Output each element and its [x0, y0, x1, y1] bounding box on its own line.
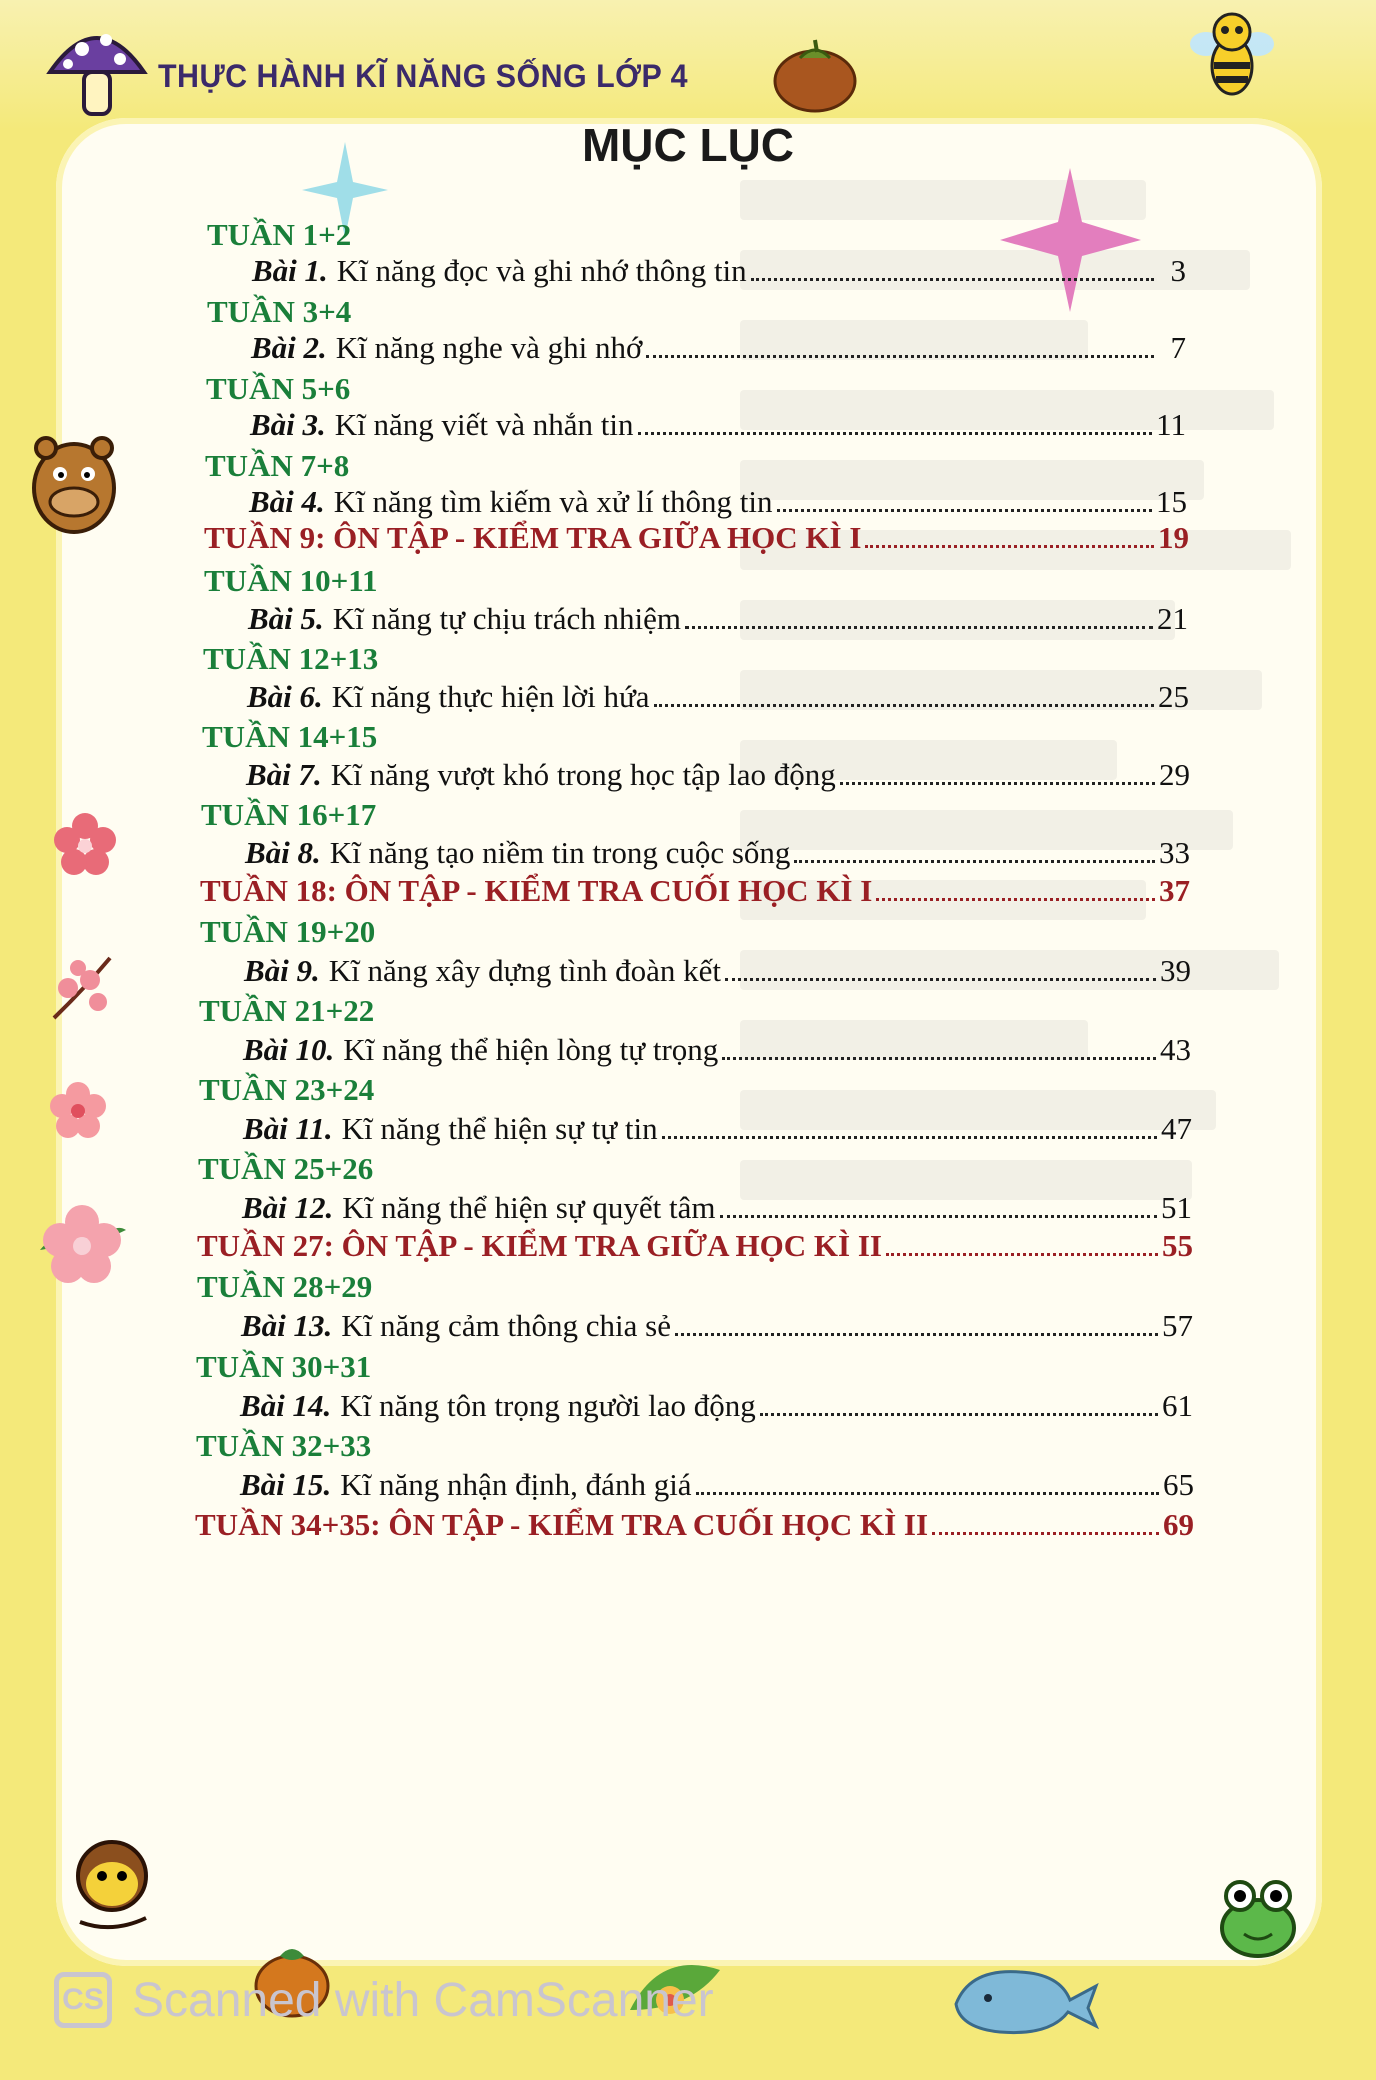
lesson-number: Bài 5.	[248, 601, 324, 636]
week-heading: TUẦN 16+17	[201, 797, 377, 832]
leader-dots	[696, 1492, 1159, 1495]
lesson-number: Bài 2.	[251, 330, 327, 365]
page-number: 11	[1156, 407, 1186, 442]
lesson-title: Kĩ năng viết và nhắn tin	[334, 407, 634, 442]
lesson-title: Kĩ năng thể hiện lòng tự trọng	[343, 1032, 719, 1067]
leader-dots	[675, 1333, 1158, 1336]
review-title: TUẦN 9: ÔN TẬP - KIỂM TRA GIỮA HỌC KÌ I	[204, 520, 862, 555]
lesson-entry	[242, 1190, 1192, 1226]
leader-dots	[886, 1253, 1158, 1256]
week-heading: TUẦN 23+24	[199, 1072, 375, 1107]
lesson-title: Kĩ năng tự chịu trách nhiệm	[332, 601, 682, 636]
lesson-number: Bài 7.	[246, 757, 322, 792]
review-entry	[195, 1507, 1194, 1543]
lesson-entry	[240, 1388, 1193, 1424]
leader-dots	[865, 545, 1154, 548]
week-heading: TUẦN 21+22	[199, 993, 375, 1028]
review-entry	[200, 873, 1190, 909]
leader-dots	[777, 509, 1152, 512]
week-heading: TUẦN 7+8	[205, 448, 350, 483]
page-number: 15	[1156, 484, 1187, 519]
lesson-entry	[250, 407, 1186, 443]
page-number: 43	[1160, 1032, 1191, 1067]
lesson-entry	[247, 679, 1189, 715]
flower-branch-icon	[48, 950, 118, 1022]
page-number: 61	[1162, 1388, 1193, 1423]
page-number: 21	[1157, 601, 1188, 636]
lesson-title: Kĩ năng cảm thông chia sẻ	[341, 1308, 672, 1343]
lesson-number: Bài 4.	[249, 484, 325, 519]
lesson-entry	[251, 330, 1186, 366]
week-heading: TUẦN 3+4	[207, 294, 352, 329]
lesson-title: Kĩ năng thể hiện sự quyết tâm	[342, 1190, 716, 1225]
lesson-entry	[249, 484, 1187, 520]
camscanner-logo-icon: CS	[54, 1972, 112, 2028]
leader-dots	[751, 278, 1154, 281]
week-heading: TUẦN 28+29	[197, 1269, 373, 1304]
lesson-number: Bài 1.	[252, 253, 328, 288]
lesson-number: Bài 15.	[240, 1467, 332, 1502]
leader-dots	[932, 1532, 1159, 1535]
lesson-number: Bài 6.	[247, 679, 323, 714]
review-title: TUẦN 34+35: ÔN TẬP - KIỂM TRA CUỐI HỌC KÌ II	[195, 1507, 929, 1542]
lesson-title: Kĩ năng tìm kiếm và xử lí thông tin	[333, 484, 773, 519]
lesson-title: Kĩ năng tạo niềm tin trong cuộc sống	[329, 835, 791, 870]
lesson-title: Kĩ năng tôn trọng người lao động	[340, 1388, 756, 1423]
scanner-watermark	[54, 1972, 714, 2028]
page-number: 51	[1161, 1190, 1192, 1225]
page-number: 33	[1159, 835, 1190, 870]
lesson-entry	[240, 1467, 1194, 1503]
flower-icon	[48, 1080, 108, 1140]
leader-dots	[876, 898, 1155, 901]
review-entry	[197, 1228, 1193, 1264]
flower-icon	[36, 1200, 128, 1288]
lesson-entry	[241, 1308, 1193, 1344]
page-number: 57	[1162, 1308, 1193, 1343]
leader-dots	[794, 860, 1155, 863]
lesson-entry	[244, 953, 1191, 989]
lesson-number: Bài 9.	[244, 953, 320, 988]
lesson-number: Bài 14.	[240, 1388, 332, 1423]
lesson-entry	[246, 757, 1190, 793]
lesson-title: Kĩ năng nghe và ghi nhớ	[335, 330, 643, 365]
review-title: TUẦN 18: ÔN TẬP - KIỂM TRA CUỐI HỌC KÌ I	[200, 873, 873, 908]
page-number: 65	[1163, 1467, 1194, 1502]
whale-icon	[950, 1960, 1100, 2040]
week-heading: TUẦN 32+33	[196, 1428, 372, 1463]
page-number: 39	[1160, 953, 1191, 988]
leader-dots	[662, 1136, 1157, 1139]
lesson-number: Bài 3.	[250, 407, 326, 442]
lesson-number: Bài 12.	[242, 1190, 334, 1225]
page-title: MỤC LỤC	[581, 119, 795, 171]
page-number: 29	[1159, 757, 1190, 792]
page-number: 47	[1161, 1111, 1192, 1146]
flower-icon	[50, 810, 120, 880]
week-heading: TUẦN 14+15	[202, 719, 378, 754]
mushroom-icon	[42, 14, 152, 124]
week-heading: TUẦN 5+6	[206, 371, 351, 406]
leader-dots	[760, 1413, 1158, 1416]
lesson-title: Kĩ năng vượt khó trong học tập lao động	[330, 757, 836, 792]
page-number: 55	[1162, 1228, 1193, 1263]
leader-dots	[646, 355, 1154, 358]
lesson-entry	[243, 1111, 1192, 1147]
page-number: 69	[1163, 1507, 1194, 1542]
page-number: 7	[1170, 330, 1186, 365]
week-heading: TUẦN 10+11	[204, 563, 378, 598]
lesson-number: Bài 8.	[245, 835, 321, 870]
week-heading: TUẦN 1+2	[207, 217, 352, 252]
lesson-entry	[243, 1032, 1191, 1068]
watermark-text: Scanned with CamScanner	[132, 1973, 714, 2027]
leader-dots	[725, 978, 1156, 981]
leader-dots	[654, 704, 1154, 707]
lesson-title: Kĩ năng thực hiện lời hứa	[331, 679, 650, 714]
review-title: TUẦN 27: ÔN TẬP - KIỂM TRA GIỮA HỌC KÌ II	[197, 1228, 882, 1263]
lesson-number: Bài 10.	[243, 1032, 335, 1067]
leader-dots	[685, 626, 1153, 629]
page-number: 3	[1170, 253, 1186, 288]
frog-icon	[1210, 1870, 1306, 1966]
lesson-title: Kĩ năng đọc và ghi nhớ thông tin	[336, 253, 747, 288]
page-number: 25	[1158, 679, 1189, 714]
lesson-number: Bài 13.	[241, 1308, 333, 1343]
week-heading: TUẦN 12+13	[203, 641, 379, 676]
lesson-entry	[248, 601, 1188, 637]
monkey-icon	[60, 1836, 170, 1936]
leader-dots	[638, 432, 1153, 435]
week-heading: TUẦN 30+31	[196, 1349, 372, 1384]
lesson-entry	[245, 835, 1190, 871]
page-number: 19	[1158, 520, 1189, 555]
leader-dots	[840, 782, 1155, 785]
lesson-number: Bài 11.	[243, 1111, 333, 1146]
review-entry	[204, 520, 1189, 556]
lesson-entry	[252, 253, 1186, 289]
page-number: 37	[1159, 873, 1190, 908]
acorn-icon	[770, 36, 860, 116]
bee-icon	[1186, 4, 1276, 104]
star-icon	[998, 166, 1143, 314]
hippo-icon	[28, 430, 120, 538]
week-heading: TUẦN 25+26	[198, 1151, 374, 1186]
leader-dots	[720, 1215, 1157, 1218]
book-series-title: THỰC HÀNH KĨ NĂNG SỐNG LỚP 4	[158, 58, 689, 94]
week-heading: TUẦN 19+20	[200, 914, 376, 949]
lesson-title: Kĩ năng nhận định, đánh giá	[340, 1467, 692, 1502]
lesson-title: Kĩ năng xây dựng tình đoàn kết	[328, 953, 721, 988]
lesson-title: Kĩ năng thể hiện sự tự tin	[341, 1111, 658, 1146]
leader-dots	[722, 1057, 1156, 1060]
